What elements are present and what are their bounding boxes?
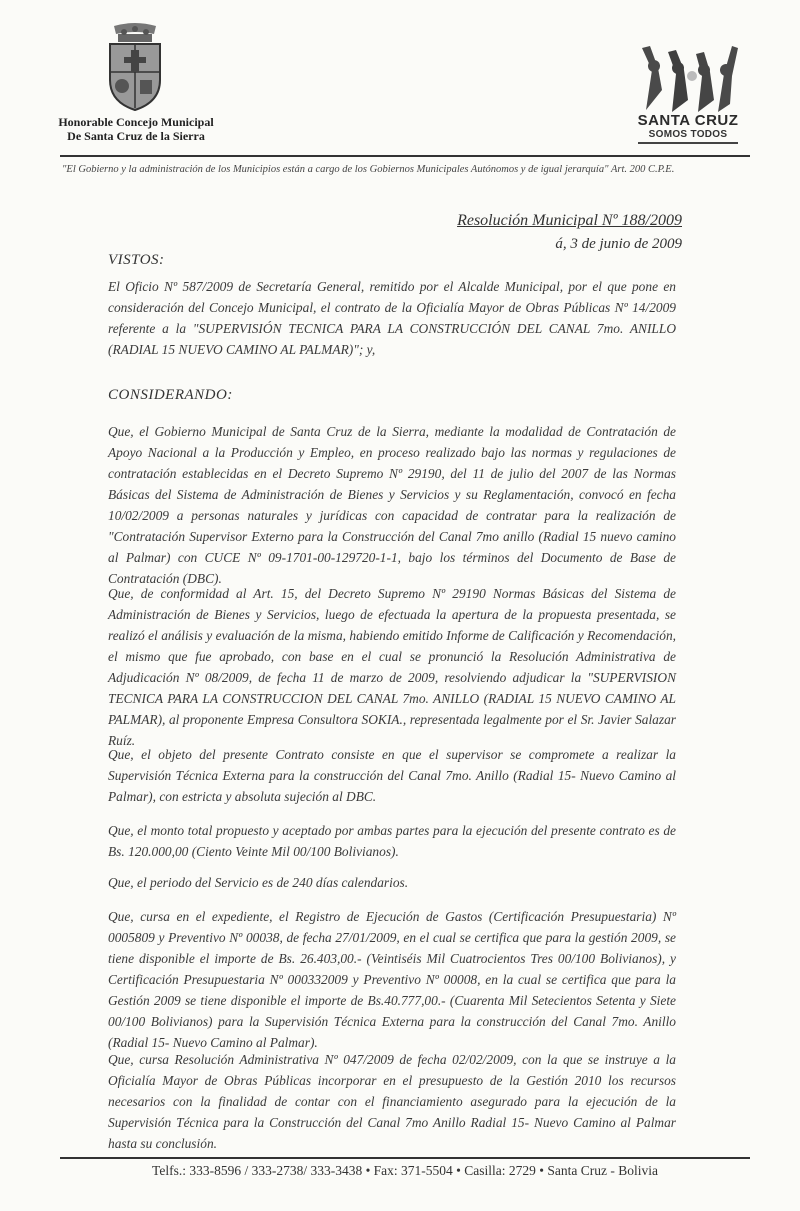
paragraph-adjudicacion: Que, de conformidad al Art. 15, del Decreto Supremo Nº 29190 Normas Básicas del Sistema de Administración de Bienes y Servicios, luego de efectuada la apertura de la propuesta presentada, se realizó el análisis y evaluación de la misma, habiendo emitido Informe de Calificación y Recomendación, el mismo que fue aprobado, con base en el cual se pronunció la Resolución Administrativa de Adjudicación Nº 08/2009, de fecha 11 de marzo de 2009, resolviendo adjudicar la "SUPERVISION TECNICA PARA LA CONSTRUCCION DEL CANAL 7mo. ANILLO (RADIAL 15 NUEVO CAMINO AL PALMAR), al proponente Empresa Consultora SOKIA., representada legalmente por el Sr. Javier Salazar Ruíz.: [108, 586, 676, 748]
letterhead: [0, 0, 800, 175]
coat-of-arms-icon: [104, 22, 166, 114]
council-line-1: Honorable Concejo Municipal: [58, 115, 214, 129]
logo-underline: [638, 142, 738, 144]
paragraph-contratacion: Que, el Gobierno Municipal de Santa Cruz de la Sierra, mediante la modalidad de Contratación de Apoyo Nacional a la Producción y Empleo, en proceso realizado bajo las normas y regulaciones de contratación establecidas en el Decreto Supremo Nº 29190, del 11 de julio del 2007 de las Normas Básicas del Sistema de Administración de Bienes y Servicios y su Reglamentación, convocó en fecha 10/02/2009 a personas naturales y jurídicas con capacidad de contratar para la realización de "Contratación Supervisor Externo para la Construcción del Canal 7mo anillo (Radial 15 nuevo camino al Palmar) con CUCE Nº 09-1701-00-129720-1-1, bajo los términos del Documento de Base de Contratación (DBC).: [108, 424, 676, 586]
paragraph-presupuesto: Que, cursa en el expediente, el Registro de Ejecución de Gastos (Certificación Presupuestaria) Nº 0005809 y Preventivo Nº 00038, de fecha 27/01/2009, en el cual se certifica que para la gestión 2009, se tiene disponible el importe de Bs. 26.403,00.- (Veintiséis Mil Cuatrocientos Tres 00/100 Bolivianos), y Certificación Presupuestaria Nº 000332009 y Preventivo Nº 00008, en la cual se certifica que para la Gestión 2009 se tiene disponible el importe de Bs.40.777,00.- (Cuarenta Mil Setecientos Setenta y Siete 00/100 Bolivianos) para la Supervisión Técnica Externa para la construcción del Canal 7mo. Anillo (Radial 15- Nuevo Camino al Palmar).: [108, 909, 676, 1050]
paragraph-periodo: Que, el periodo del Servicio es de 240 días calendarios.: [108, 875, 409, 890]
footer-contact: Telfs.: 333-8596 / 333-2738/ 333-3438 • Fax: 371-5504 • Casilla: 2729 • Santa Cruz - Bolivia: [152, 1163, 658, 1178]
vistos-heading: VISTOS:: [108, 252, 165, 268]
considerando-heading: CONSIDERANDO:: [108, 387, 233, 403]
paragraph-resolucion-administrativa: Que, cursa Resolución Administrativa Nº 047/2009 de fecha 02/02/2009, con la que se instruye a la Oficialía Mayor de Obras Públicas incorporar en el presupuesto de la Gestión 2010 los recursos necesarios con la finalidad de contar con el financiamiento asegurado para la ejecución de la Supervisión Técnica para la Construcción del Canal 7mo Anillo Radial 15- Nuevo Camino al Palmar hasta su conclusión.: [108, 1052, 676, 1151]
resolution-title: Resolución Municipal Nº 188/2009: [457, 212, 682, 229]
logo-text: SANTA CRUZ: [637, 112, 739, 129]
paragraph-oficio: El Oficio Nº 587/2009 de Secretaría General, remitido por el Alcalde Municipal, por el que pone en consideración del Concejo Municipal, el contrato de la Oficialía Mayor de Obras Públicas Nº 14/2009 referente a la "SUPERVISIÓN TECNICA PARA LA CONSTRUCCIÓN DEL CANAL 7mo. ANILLO (RADIAL 15 NUEVO CAMINO AL PALMAR)"; y,: [108, 279, 676, 357]
paragraph-objeto: Que, el objeto del presente Contrato consiste en que el supervisor se compromete a realizar la Supervisión Técnica Externa para la construcción del Canal 7mo. Anillo (Radial 15- Nuevo Camino al Palmar), con estricta y absoluta sujeción al DBC.: [108, 747, 676, 804]
council-name: [36, 115, 236, 143]
footer-divider: [60, 1157, 750, 1159]
logo-slogan: SOMOS TODOS: [648, 129, 728, 140]
resolution-date: á, 3 de junio de 2009: [555, 236, 682, 252]
constitution-quote: "El Gobierno y la administración de los Municipios están a cargo de los Gobiernos Municipales Autónomos y de igual jerarquía" Art. 200 C.P.E.: [62, 164, 675, 175]
header-divider: [60, 155, 750, 157]
council-line-2: De Santa Cruz de la Sierra: [67, 129, 205, 143]
paragraph-monto: Que, el monto total propuesto y aceptado por ambas partes para la ejecución del presente contrato es de Bs. 120.000,00 (Ciento Veinte Mil 00/100 Bolivianos).: [108, 823, 676, 859]
